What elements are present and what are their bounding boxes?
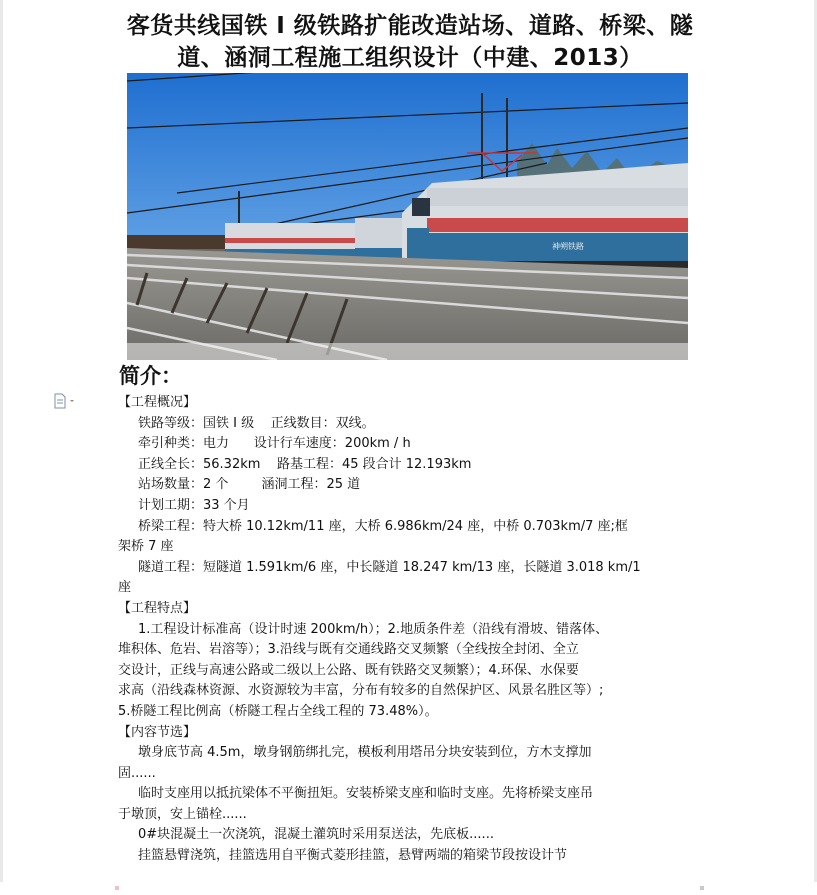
page-bottom-edge (0, 876, 817, 882)
body-line: 【内容节选】 (118, 724, 197, 740)
body-line: 求高（沿线森林资源、水资源较为丰富，分布有较多的自然保护区、风景名胜区等）; (118, 683, 604, 699)
body-line: 挂篮悬臂浇筑，挂篮选用自平衡式菱形挂篮，悬臂两端的箱梁节段按设计节 (138, 848, 568, 864)
section-heading-intro: 简介： (119, 364, 182, 388)
page-edge-left (0, 0, 3, 882)
body-line: 1.工程设计标准高（设计时速 200km/h）；2.地质条件差（沿线有滑坡、错落体、 (138, 621, 609, 637)
body-line: 【工程特点】 (118, 600, 197, 616)
body-line: 隧道工程：短隧道 1.591km/6 座，中长隧道 18.247 km/13 座，长隧道 3.018 km/1 (138, 559, 641, 575)
body-line: 于墩顶，安上锚栓...... (118, 806, 247, 822)
body-line: 正线全长：56.32km 路基工程：45 段合计 12.193km (138, 456, 472, 472)
body-line: 牵引种类：电力 设计行车速度：200km / h (138, 436, 411, 452)
body-line: 堆积体、危岩、岩溶等）；3.沿线与既有交通线路交叉频繁（全线按全封闭、全立 (118, 642, 579, 658)
body-line: 站场数量：2 个 涵洞工程：25 道 (138, 477, 361, 493)
document-options-icon[interactable] (53, 393, 69, 409)
body-line: 桥梁工程：特大桥 10.12km/11 座，大桥 6.986km/24 座，中桥 0.703km/7 座;框 (138, 518, 628, 534)
body-line: 【工程概况】 (118, 395, 197, 410)
body-line: 交设计，正线与高速公路或二级以上公路、既有铁路交叉频繁）；4.环保、水保要 (118, 662, 579, 678)
body-line: 计划工期：33 个月 (138, 497, 250, 513)
body-line: 墩身底节高 4.5m，墩身钢筋绑扎完，模板利用塔吊分块安装到位，方木支撑加 (138, 745, 592, 761)
body-line: 0#块混凝土一次浇筑，混凝土灌筑时采用泵送法，先底板...... (138, 827, 494, 843)
body-line: 临时支座用以抵抗梁体不平衡扭矩。安装桥梁支座和临时支座。先将桥梁支座吊 (138, 786, 594, 802)
locomotive-logo-text: 神朔铁路 (552, 242, 584, 251)
body-line: 铁路等级：国铁 I 级 正线数目：双线。 (138, 415, 375, 431)
train-photo (127, 73, 688, 360)
title-line-1: 客货共线国铁 I 级铁路扩能改造站场、道路、桥梁、隧 (126, 13, 694, 39)
body-line: 固...... (118, 765, 156, 781)
title-line-2: 道、涵洞工程施工组织设计（中建、2013） (177, 45, 643, 71)
document-body (118, 393, 698, 867)
body-line: 架桥 7 座 (118, 539, 174, 555)
document-title (100, 10, 720, 74)
body-line: 5.桥隧工程比例高（桥隧工程占全线工程的 73.48%）。 (118, 703, 438, 719)
body-line: 座 (118, 580, 132, 596)
